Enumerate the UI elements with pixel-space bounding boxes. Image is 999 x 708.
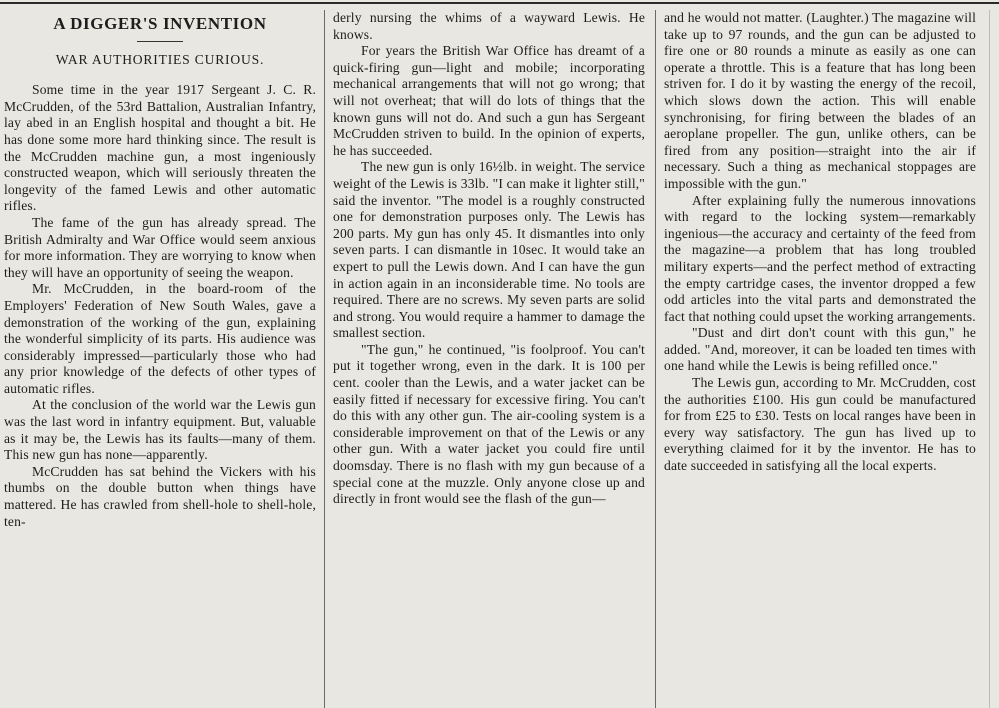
- paragraph: and he would not matter. (Laughter.) The magazine will take up to 97 rounds, and the gun can be adjusted to fire one or 80 rounds a minute as easily as one can operate a throttle. This is a feature that has long been striven for. I do it by wasting the energy of the recoil, which slows down the action. This will enable synchronising, for firing between the blades of an aeroplane propeller. The gun, unlike others, can be fired from any position—straight into the air if necessary. Such a thing as mechanical stoppages are impossible with the gun.": [664, 10, 976, 191]
- paragraph: For years the British War Office has dreamt of a quick-firing gun—light and mobile; incorporating mechanical arrangements that will not go wrong; that will not overheat; that will do lots of things that the known guns will not do. And such a gun has Sergeant McCrudden striven to build. In the opinion of experts, he has succeeded.: [333, 43, 645, 158]
- paragraph: At the conclusion of the world war the Lewis gun was the last word in infantry equipment. But, valuable as it may be, the Lewis has its faults—many of them. This new gun has none—apparently.: [4, 397, 316, 463]
- article-column-1: [4, 10, 316, 708]
- paragraph: Some time in the year 1917 Sergeant J. C. R. McCrudden, of the 53rd Battalion, Australian Infantry, lay abed in an English hospital and thought a bit. He has done some more hard thinking since. The result is the McCrudden machine gun, a most ingeniously constructed weapon, which will seriously threaten the longevity of the famed Lewis and other automatic rifles.: [4, 82, 316, 214]
- headline-divider: [137, 41, 183, 42]
- paragraph: "Dust and dirt don't count with this gun," he added. "And, moreover, it can be loaded ten times with one hand while the Lewis is being refilled once.": [664, 325, 976, 374]
- paragraph: "The gun," he continued, "is foolproof. You can't put it together wrong, even in the dark. It is 100 per cent. cooler than the Lewis, and a water jacket can be easily fitted if necessary for excessive firing. You can't do this with any other gun. The air-cooling system is a considerable improvement on that of the Lewis or any other gun. With a water jacket you could fire until doomsday. There is no flash with my gun because of a special cone at the muzzle. Only anyone close up and directly in front would see the flash of the gun—: [333, 341, 645, 507]
- paragraph: After explaining fully the numerous innovations with regard to the locking system—remarkably ingenious—the accuracy and certainty of the feed from the magazine—a problem that has long troubled military experts—and the perfect method of extracting the empty cartridge cases, the inventor dropped a few odd articles into the vital parts and demonstrated the fact that nothing could upset the working arrangements.: [664, 192, 976, 324]
- article-column-3: [664, 10, 976, 708]
- paragraph: The Lewis gun, according to Mr. McCrudden, cost the authorities £100. His gun could be manufactured for from £25 to £30. Tests on local ranges have been in every way satisfactory. The gun has lived up to everything claimed for it by the inventor. He has to date succeeded in satisfying all the local experts.: [664, 375, 976, 474]
- paragraph: derly nursing the whims of a wayward Lewis. He knows.: [333, 10, 645, 42]
- paragraph: McCrudden has sat behind the Vickers with his thumbs on the double button when things have mattered. He has crawled from shell-hole to shell-hole, ten-: [4, 463, 316, 529]
- article-subheadline: WAR AUTHORITIES CURIOUS.: [55, 51, 265, 67]
- article-column-2: [333, 10, 645, 708]
- paragraph: The fame of the gun has already spread. The British Admiralty and War Office would seem anxious for more information. They are worrying to know when they will have an opportunity of seeing the weapon.: [4, 214, 316, 280]
- page-edge-rule: [989, 10, 990, 708]
- paragraph: The new gun is only 16½lb. in weight. The service weight of the Lewis is 33lb. "I can make it lighter still," said the inventor. "The model is a roughly constructed one for demonstration purposes only. The Lewis has 200 parts. My gun has only 45. It dismantles into only seven parts. I can dismantle in 10sec. It would take an expert to pull the Lewis down. And I can have the gun in action again in an inconsiderable time. No tools are required. There are no screws. My seven parts are solid and strong. You would require a hammer to damage the smallest section.: [333, 159, 645, 341]
- column-divider: [324, 10, 325, 708]
- newspaper-page: [0, 4, 999, 708]
- column-divider: [655, 10, 656, 708]
- article-headline: A DIGGER'S INVENTION: [53, 14, 267, 33]
- paragraph: Mr. McCrudden, in the board-room of the Employers' Federation of New South Wales, gave a demonstration of the working of the gun, explaining the wonderful simplicity of its parts. His audience was considerably impressed—particularly those who had any prior knowledge of the defects of other types of automatic rifles.: [4, 281, 316, 396]
